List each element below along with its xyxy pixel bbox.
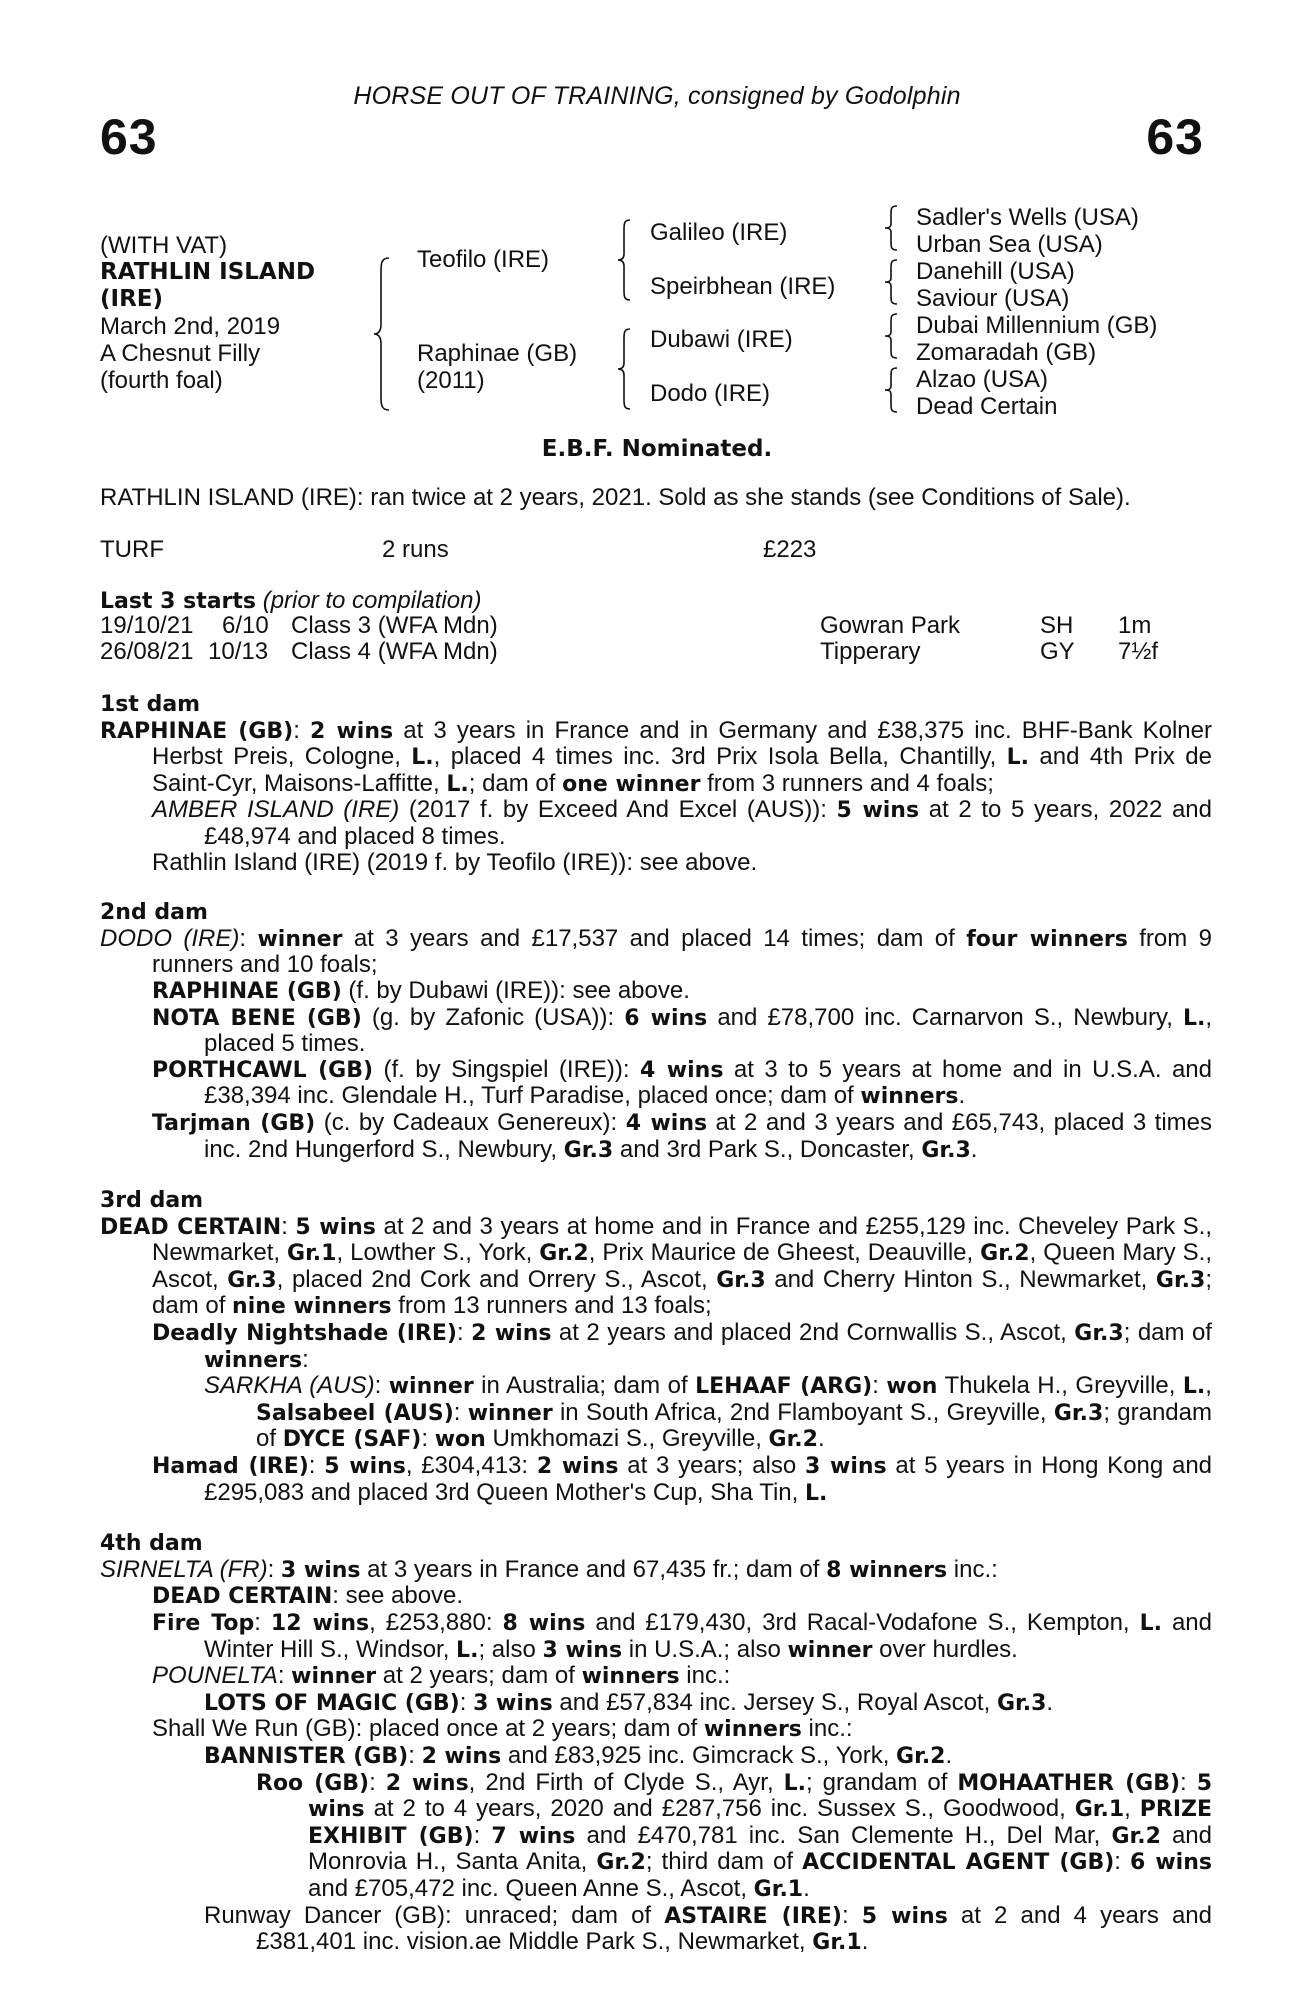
pedigree-brace-g3-1	[882, 204, 900, 252]
produce-entry: Runway Dancer (GB): unraced; dam of ASTAIRE (IRE): 5 wins at 2 and 4 years and £381,401 inc. vision.ae Middle Park S., Newmarket, Gr.1.	[204, 1901, 1212, 1956]
start-course: Gowran Park	[820, 612, 961, 639]
start-course: Tipperary	[820, 638, 921, 665]
start-date: 19/10/21	[100, 612, 194, 639]
dam-dam: Dodo (IRE)	[650, 380, 771, 407]
produce-entry: POUNELTA: winner at 2 years; dam of winners inc.:	[152, 1662, 731, 1690]
section-heading-4th-dam: 4th dam	[100, 1531, 203, 1557]
horse-name: RATHLIN ISLAND	[100, 259, 316, 285]
ancestor-7: Alzao (USA)	[916, 366, 1049, 393]
pedigree-brace-dam	[615, 327, 633, 411]
ancestor-8: Dead Certain	[916, 393, 1058, 420]
produce-entry: RAPHINAE (GB) (f. by Dubawi (IRE)): see above.	[152, 976, 690, 1004]
pedigree-brace-sire	[615, 218, 633, 302]
ancestor-6: Zomaradah (GB)	[916, 339, 1097, 366]
produce-entry: Hamad (IRE): 5 wins, £304,413: 2 wins at 3 years; also 3 wins at 5 years in Hong Kong and £295,083 and placed 3rd Queen Mother's Cup, Sha Tin, L.	[152, 1452, 1213, 1506]
pedigree-brace-g3-3	[882, 312, 900, 360]
foaling-date: March 2nd, 2019	[100, 313, 281, 340]
ancestor-4: Saviour (USA)	[916, 285, 1070, 312]
horse-description: A Chesnut Filly	[100, 340, 261, 367]
section-heading-1st-dam: 1st dam	[100, 692, 201, 717]
lot-number-left: 63	[100, 109, 158, 165]
dam-entry: RAPHINAE (GB): 2 wins at 3 years in France and in Germany and £38,375 inc. BHF-Bank Kolner Herbst Preis, Cologne, L., placed 4 times inc. 3rd Prix Isola Bella, Chantilly, L. and 4th Prix de Saint-Cyr, Maisons-Laffitte, L.; dam of one winner from 3 runners and 4 foals;	[100, 716, 1212, 797]
dam-entry: DODO (IRE): winner at 3 years and £17,537 and placed 14 times; dam of four winners from 9 runners and 10 foals;	[100, 924, 1212, 979]
pedigree-brace-main	[371, 256, 393, 412]
start-going: SH	[1040, 612, 1074, 639]
section-heading-2nd-dam: 2nd dam	[100, 900, 208, 926]
ebf-nominated: E.B.F. Nominated.	[541, 436, 773, 462]
sire-sire: Galileo (IRE)	[650, 219, 788, 246]
foal-number: (fourth foal)	[100, 367, 223, 394]
produce-entry: PORTHCAWL (GB) (f. by Singspiel (IRE)): 4 wins at 3 to 5 years at home and in U.S.A. and £38,394 inc. Glendale H., Turf Paradise, placed once; dam of winners.	[152, 1055, 1212, 1110]
produce-entry: AMBER ISLAND (IRE) (2017 f. by Exceed And Excel (AUS)): 5 wins at 2 to 5 years, 2022 and £48,974 and placed 8 times.	[152, 796, 1212, 850]
start-distance: 1m	[1118, 612, 1152, 639]
pedigree-brace-g3-2	[882, 258, 900, 306]
produce-entry: Fire Top: 12 wins, £253,880: 8 wins and £179,430, 3rd Racal-Vodafone S., Kempton, L. and Winter Hill S., Windsor, L.; also 3 wins in U.S.A.; also winner over hurdles.	[152, 1609, 1212, 1663]
produce-entry: Deadly Nightshade (IRE): 2 wins at 2 years and placed 2nd Cornwallis S., Ascot, Gr.3; dam of winners:	[152, 1319, 1212, 1373]
ancestor-1: Sadler's Wells (USA)	[916, 204, 1139, 231]
start-race: Class 3 (WFA Mdn)	[291, 612, 498, 639]
ancestor-2: Urban Sea (USA)	[916, 231, 1103, 258]
catalogue-header: HORSE OUT OF TRAINING, consigned by Godolphin	[353, 82, 961, 110]
turf-earnings: £223	[763, 536, 817, 563]
start-date: 26/08/21	[100, 638, 194, 665]
vat-note: (WITH VAT)	[100, 232, 228, 259]
lot-number-right: 63	[1146, 109, 1204, 165]
sire-name: Teofilo (IRE)	[417, 246, 550, 273]
produce-entry: DEAD CERTAIN: see above.	[152, 1582, 464, 1610]
produce-entry: LOTS OF MAGIC (GB): 3 wins and £57,834 inc. Jersey S., Royal Ascot, Gr.3.	[204, 1688, 1054, 1716]
dam-sire: Dubawi (IRE)	[650, 326, 793, 353]
pedigree-brace-g3-4	[882, 366, 900, 414]
dam-name: Raphinae (GB)	[417, 340, 578, 367]
start-position: 6/10	[222, 612, 269, 639]
family-record	[100, 692, 1212, 1956]
ancestor-3: Danehill (USA)	[916, 258, 1075, 285]
dam-year: (2011)	[417, 367, 485, 394]
dam-entry: SIRNELTA (FR): 3 wins at 3 years in France and 67,435 fr.; dam of 8 winners inc.:	[100, 1555, 998, 1583]
produce-entry: BANNISTER (GB): 2 wins and £83,925 inc. Gimcrack S., York, Gr.2.	[204, 1741, 953, 1769]
produce-entry: Shall We Run (GB): placed once at 2 years; dam of winners inc.:	[152, 1715, 853, 1743]
pedigree-table	[0, 0, 1314, 440]
last-starts-heading: Last 3 starts (prior to compilation)	[100, 587, 482, 614]
race-summary: RATHLIN ISLAND (IRE): ran twice at 2 years, 2021. Sold as she stands (see Conditions of Sale).	[100, 484, 1131, 511]
start-race: Class 4 (WFA Mdn)	[291, 638, 498, 665]
horse-name-suffix: (IRE)	[100, 286, 164, 312]
section-heading-3rd-dam: 3rd dam	[100, 1188, 204, 1214]
start-position: 10/13	[208, 638, 269, 665]
produce-entry: NOTA BENE (GB) (g. by Zafonic (USA)): 6 wins and £78,700 inc. Carnarvon S., Newbury, L., placed 5 times.	[152, 1003, 1213, 1058]
turf-runs: 2 runs	[382, 536, 449, 563]
produce-entry: Rathlin Island (IRE) (2019 f. by Teofilo (IRE)): see above.	[152, 848, 758, 876]
produce-entry: Tarjman (GB) (c. by Cadeaux Genereux): 4 wins at 2 and 3 years and £65,743, placed 3 times inc. 2nd Hungerford S., Newbury, Gr.3 and 3rd Park S., Doncaster, Gr.3.	[152, 1108, 1213, 1163]
produce-entry: SARKHA (AUS): winner in Australia; dam of LEHAAF (ARG): won Thukela H., Greyville, L., Salsabeel (AUS): winner in South Africa, 2nd Flamboyant S., Greyville, Gr.3; grandam of DYCE (SAF): won Umkhomazi S., Greyville, Gr.2.	[204, 1372, 1212, 1453]
sire-dam: Speirbhean (IRE)	[650, 273, 836, 300]
dam-entry: DEAD CERTAIN: 5 wins at 2 and 3 years at home and in France and £255,129 inc. Cheveley Park S., Newmarket, Gr.1, Lowther S., York, Gr.2, Prix Maurice de Gheest, Deauville, Gr.2, Queen Mary S., Ascot, Gr.3, placed 2nd Cork and Orrery S., Ascot, Gr.3 and Cherry Hinton S., Newmarket, Gr.3; dam of nine winners from 13 runners and 13 foals;	[100, 1212, 1213, 1320]
start-going: GY	[1040, 638, 1075, 665]
start-distance: 7½f	[1118, 638, 1159, 665]
ancestor-5: Dubai Millennium (GB)	[916, 312, 1158, 339]
turf-label: TURF	[100, 536, 164, 563]
produce-entry: Roo (GB): 2 wins, 2nd Firth of Clyde S., Ayr, L.; grandam of MOHAATHER (GB): 5 wins at 2 to 4 years, 2020 and £287,756 inc. Sussex S., Goodwood, Gr.1, PRIZE EXHIBIT (GB): 7 wins and £470,781 inc. San Clemente H., Del Mar, Gr.2 and Monrovia H., Santa Anita, Gr.2; third dam of ACCIDENTAL AGENT (GB): 6 wins and £705,472 inc. Queen Anne S., Ascot, Gr.1.	[256, 1768, 1213, 1902]
